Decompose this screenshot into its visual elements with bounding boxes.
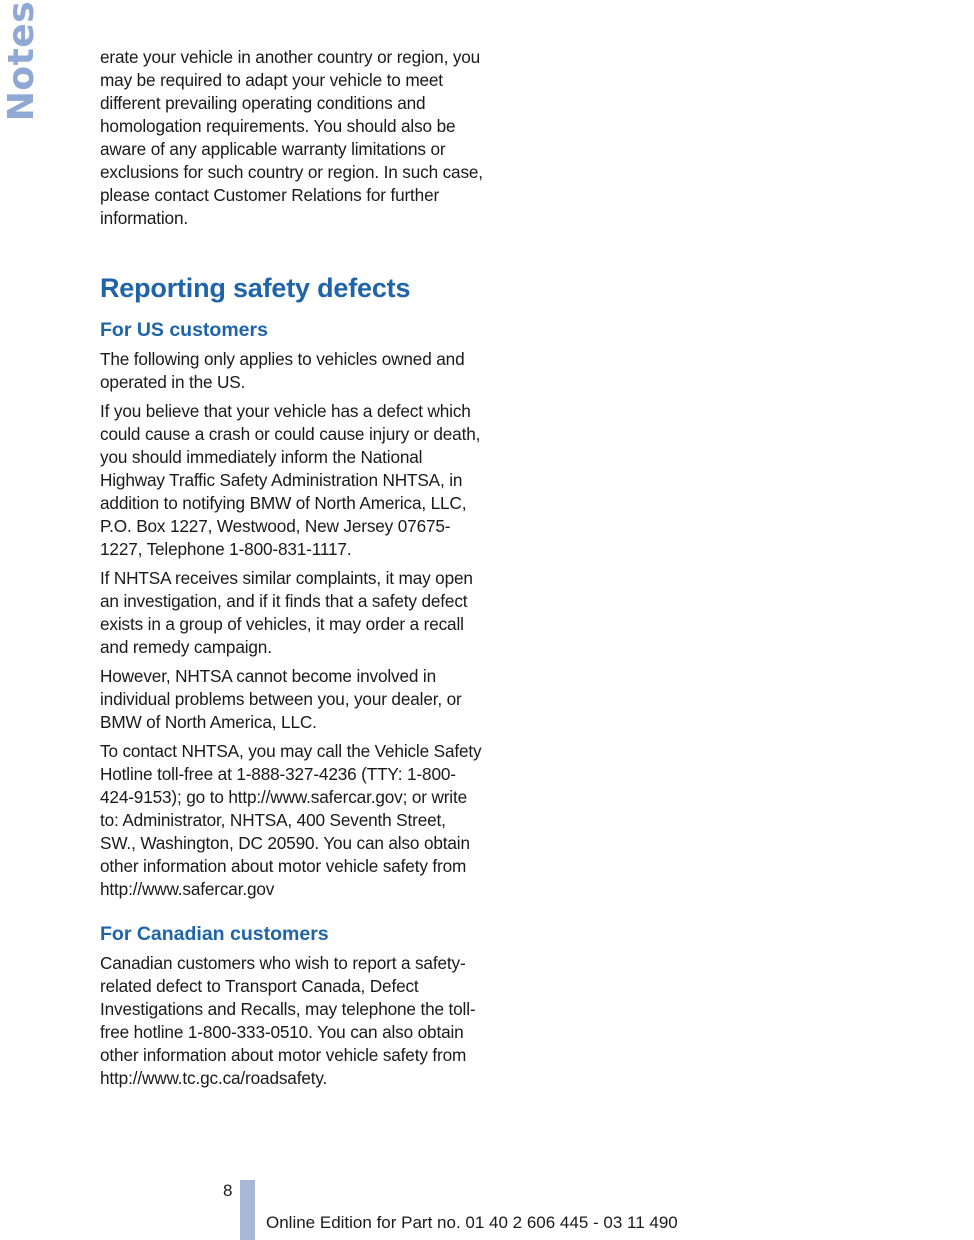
us-paragraph-5: To contact NHTSA, you may call the Vehicle Safety Hotline toll-free at 1-888-327-4236 (TTY: 1-800-424-9153); go to http://www.safercar.gov; or write to: Administrator, NHTSA, 400 Seventh Street, SW., Washington, DC 20590. You can also obtain other information about motor vehicle safety from http://www.safercar.gov [100, 741, 482, 899]
us-heading: For US customers [100, 319, 268, 341]
main-column [100, 46, 484, 1090]
footer-edition-text: Online Edition for Part no. 01 40 2 606 445 - 03 11 490 [266, 1213, 678, 1232]
us-paragraph-4: However, NHTSA cannot become involved in individual problems between you, your dealer, or BMW of North America, LLC. [100, 666, 462, 732]
section-title: Reporting safety defects [100, 273, 411, 303]
us-paragraph-3: If NHTSA receives similar complaints, it may open an investigation, and if it finds that a safety defect exists in a group of vehicles, it may order a recall and remedy campaign. [100, 568, 473, 657]
page-number: 8 [223, 1181, 233, 1200]
intro-paragraph: erate your vehicle in another country or region, you may be required to adapt your vehicle to meet different prevailing operating conditions and homologation requirements. You should also be aware of any applicable warranty limitations or exclusions for such country or region. In such case, please contact Customer Relations for further information. [100, 47, 483, 228]
us-paragraph-2: If you believe that your vehicle has a defect which could cause a crash or could cause injury or death, you should immediately inform the National Highway Traffic Safety Administration NHTSA, in addition to notifying BMW of North America, LLC, P.O. Box 1227, Westwood, New Jersey 07675-1227, Telephone 1-800-831-1117. [100, 401, 481, 559]
canada-heading: For Canadian customers [100, 923, 329, 945]
footer-bar [240, 1180, 255, 1240]
side-tab-label: Notes [1, 0, 42, 122]
us-paragraph-1: The following only applies to vehicles owned and operated in the US. [100, 349, 465, 392]
canada-paragraph-1: Canadian customers who wish to report a safety-related defect to Transport Canada, Defect Investigations and Recalls, may telephone the toll-free hotline 1-800-333-0510. You can also obtain other information about motor vehicle safety from http://www.tc.gc.ca/roadsafety. [100, 953, 476, 1088]
